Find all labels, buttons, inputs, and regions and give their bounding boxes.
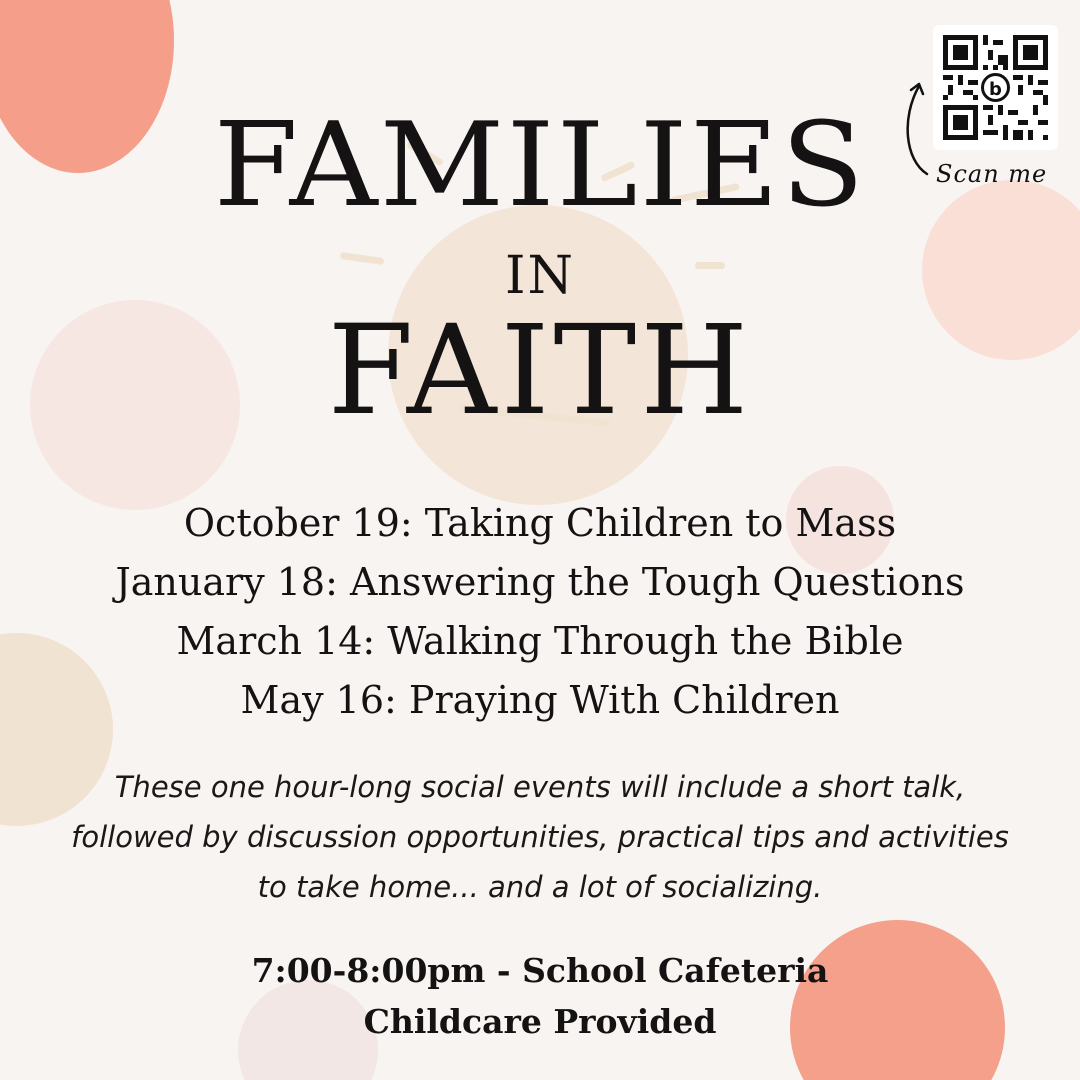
schedule-item: October 19: Taking Children to Mass (183, 501, 897, 545)
event-details (0, 945, 1080, 1047)
schedule-item: January 18: Answering the Tough Questions (115, 560, 965, 604)
schedule-item: May 16: Praying With Children (240, 678, 840, 722)
childcare-note: Childcare Provided (363, 1002, 717, 1041)
title-families: FAMILIES (213, 98, 867, 233)
event-description: These one hour-long social events will include a short talk, followed by discussion opportunities, practical tips and activities to take home... and a lot of socializing. (71, 770, 1009, 904)
title-faith: FAITH (327, 299, 753, 443)
svg-text:b: b (989, 79, 1002, 100)
title-in: IN (504, 246, 576, 306)
scan-me-caption: Scan me (936, 160, 1048, 188)
qr-code[interactable] (933, 25, 1058, 150)
curved-arrow-icon (897, 78, 937, 178)
time-location: 7:00-8:00pm - School Cafeteria (251, 951, 829, 990)
schedule-item: March 14: Walking Through the Bible (176, 619, 904, 663)
event-schedule (0, 494, 1080, 730)
qr-code-icon (943, 35, 1048, 140)
